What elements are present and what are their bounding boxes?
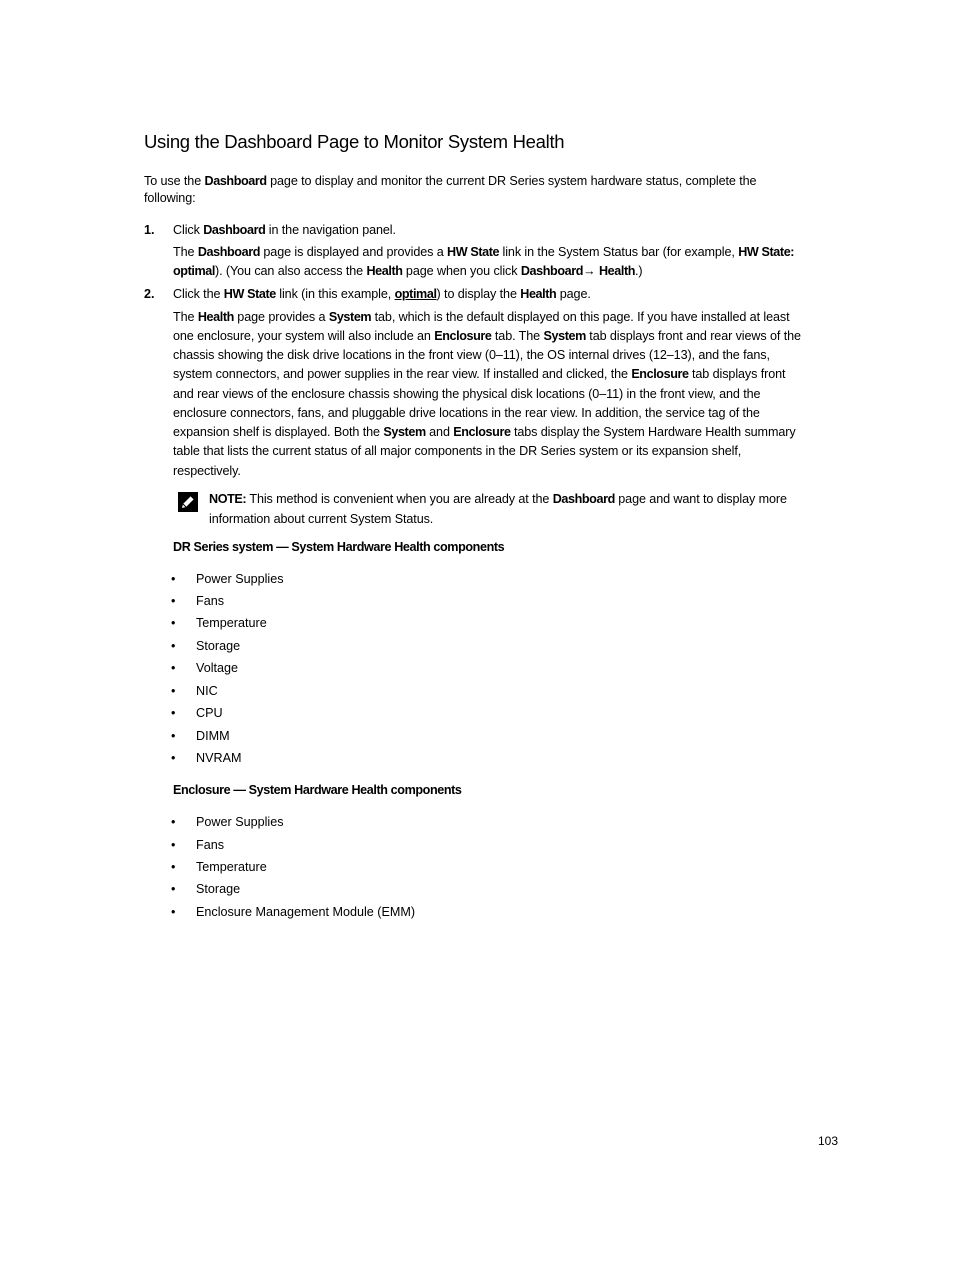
step-2-detail-line-3: chassis showing the disk drive locations in the front view (0–11), the OS internal drives (12–13), and the fans,	[173, 348, 770, 362]
list-item: NIC	[196, 684, 218, 698]
bullet-icon: •	[171, 815, 176, 829]
bullet-icon: •	[171, 661, 176, 675]
step-2-detail-line-2: one enclosure, your system will also include an Enclosure tab. The System tab displays front and rear views of the	[173, 329, 801, 343]
bullet-icon: •	[171, 639, 176, 653]
list-item: Temperature	[196, 860, 267, 874]
step-2-detail-line-8: table that lists the current status of all major components in the DR Series system or its expansion shelf,	[173, 444, 742, 458]
list-item: Storage	[196, 639, 241, 653]
optimal-link[interactable]: optimal	[394, 287, 437, 301]
dr-series-components-title: DR Series system — System Hardware Health components	[173, 540, 505, 554]
step-2-detail-line-9: respectively.	[173, 464, 241, 478]
list-item: Voltage	[196, 661, 239, 675]
step-2-text: Click the HW State link (in this example, optimal) to display the Health page.	[173, 287, 591, 301]
list-item: CPU	[196, 706, 223, 720]
page-title: Using the Dashboard Page to Monitor System Health	[144, 131, 565, 152]
intro-line-1: To use the Dashboard page to display and monitor the current DR Series system hardware status, complete the	[144, 174, 757, 188]
note-line-2: information about current System Status.	[209, 512, 434, 526]
note-label: NOTE:	[209, 492, 247, 506]
note-line-1: NOTE: This method is convenient when you are already at the Dashboard page and want to display more	[209, 492, 787, 506]
list-item: Fans	[196, 594, 224, 608]
step-1-detail-line-2: optimal). (You can also access the Health page when you click Dashboard→ Health.)	[173, 264, 643, 278]
bullet-icon: •	[171, 751, 176, 765]
step-1-number: 1.	[144, 223, 155, 237]
intro-line-2: following:	[144, 191, 196, 205]
list-item: Storage	[196, 882, 241, 896]
list-item: Enclosure Management Module (EMM)	[196, 905, 416, 919]
step-1-detail-line-1: The Dashboard page is displayed and provides a HW State link in the System Status bar (for example, HW State:	[173, 245, 795, 259]
step-2-detail-line-6: enclosure connectors, fans, and pluggable drive locations in the rear view. In addition, the service tag of the	[173, 406, 760, 420]
bullet-icon: •	[171, 706, 176, 720]
step-1-text: Click Dashboard in the navigation panel.	[173, 223, 396, 237]
step-2-number: 2.	[144, 287, 155, 301]
list-item: DIMM	[196, 729, 230, 743]
bullet-icon: •	[171, 684, 176, 698]
bullet-icon: •	[171, 905, 176, 919]
list-item: Power Supplies	[196, 815, 284, 829]
bullet-icon: •	[171, 860, 176, 874]
bullet-icon: •	[171, 729, 176, 743]
page-number: 103	[818, 1134, 839, 1148]
step-2-detail-line-7: expansion shelf is displayed. Both the System and Enclosure tabs display the System Hardware Health summary	[173, 425, 796, 439]
list-item: NVRAM	[196, 751, 242, 765]
list-item: Temperature	[196, 616, 267, 630]
step-2-detail-line-1: The Health page provides a System tab, which is the default displayed on this page. If you have installed at least	[173, 310, 790, 324]
list-item: Fans	[196, 838, 224, 852]
bullet-icon: •	[171, 882, 176, 896]
bullet-icon: •	[171, 616, 176, 630]
pencil-note-icon	[177, 491, 199, 513]
bullet-icon: •	[171, 594, 176, 608]
enclosure-components-title: Enclosure — System Hardware Health components	[173, 783, 462, 797]
list-item: Power Supplies	[196, 572, 284, 586]
step-2-detail-line-5: and rear views of the enclosure chassis showing the physical disk locations (0–11) in the front view, and the	[173, 387, 761, 401]
step-2-detail-line-4: system connectors, and power supplies in the rear view. If installed and clicked, the Enclosure tab displays front	[173, 367, 786, 381]
bullet-icon: •	[171, 572, 176, 586]
bullet-icon: •	[171, 838, 176, 852]
